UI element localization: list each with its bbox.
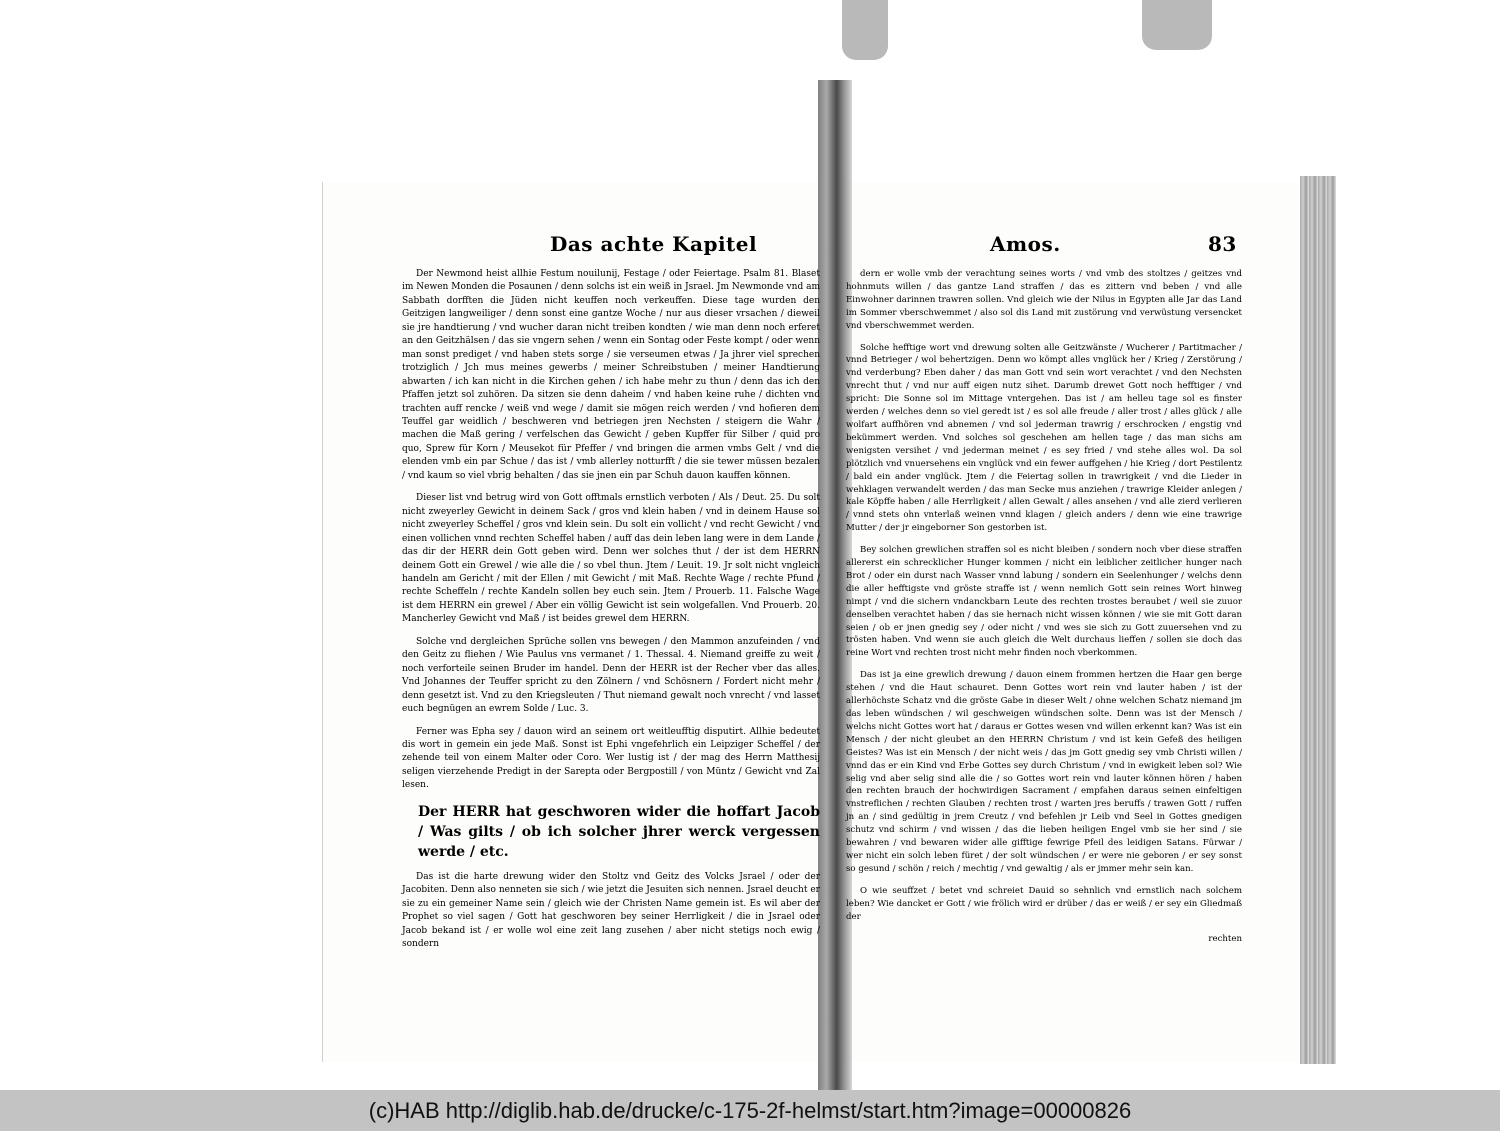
paragraph: Dieser list vnd betrug wird von Gott offtmals ernstlich verboten / Als / Deut. 25. Du solt nicht zweyerley Gewicht in deinem Sack / gros vnd klein haben / vnd in deinem Hause sol nicht zweyerley Scheffel / gros vnd klein sein. Du solt ein vollicht / vnd recht Gewicht / vnd einen vollichen vnnd rechten Scheffel haben / auff das dein leben lang were in dem Lande / das dir der HERR dein Gott geben wird. Denn wer solches thut / der ist dem HERRN deinem Gott ein Grewel / wie alle die / so vbel thun. Jtem / Leuit. 19. Jr solt nicht vngleich handeln am Gericht / mit der Ellen / mit Gewicht / mit Maß. Rechte Wage / rechte Pfund / rechte Scheffeln / rechte Kandeln sollen bey euch sein. Jtem / Prouerb. 11. Falsche Wage ist dem HERRN ein grewel / Aber ein völlig Gewicht ist sein wolgefallen. Vnd Prouerb. 20. Mancherley Gewicht vnd Maß / ist beides grewel dem HERRN.	[402, 493, 820, 625]
paragraph: Das ist die harte drewung wider den Stoltz vnd Geitz des Volcks Jsrael / oder der Jacobiten. Denn also nenneten sie sich / wie jetzt die Jesuiten sich nennen. Jsrael deucht er sie zu ein gemeiner Name sein / gleich wie der Christen Name gemein ist. Es wil aber der Prophet so viel sagen / Gott hat geschworen bey seiner Herrligkeit / die in Jsrael oder Jacob bekand ist / er wolle wol eine zeit lang zusehen / aber nicht stetigs noch ewig / sondern	[402, 871, 820, 950]
right-running-head: Amos.	[990, 232, 1061, 256]
verse-heading: Der HERR hat geschworen wider die hoffart Jacob / Was gilts / ob ich solcher jhrer werck vergessen werde / etc.	[418, 803, 820, 860]
paragraph: Bey solchen grewlichen straffen sol es nicht bleiben / sondern noch vber diese straffen allererst ein schrecklicher Hunger kommen / nicht ein leiblicher zeitlicher hunger nach Brot / oder ein durst nach Wasser vnnd labung / sondern ein Seelenhunger / welchs denn die aller hefftigste vnd gröste straffe ist / wenn nemlich Gott sein reines Wort hinweg nimpt / vnd die sichern vndanckbarn Leute des rechten trostes beraubet / weil sie zuuor denselben verachtet haben / das sie hernach nicht wissen können / wie sie mit Gott daran seien / ob er jnen gnedig sey / oder nicht / vnd wes sie sich zu Gott zuuersehen vnd zu trösten haben. Vnd wenn sie auch gleich die Welt durchaus lieffen / sollen sie doch das reine Wort vnd rechten trost nicht mehr finden noch vberkommen.	[846, 545, 1242, 659]
paragraph: Der Newmond heist allhie Festum nouilunij, Festage / oder Feiertage. Psalm 81. Blaset im Newen Monden die Posaunen / denn solchs ist ein weiß in Jsrael. Jm Newmonde vnd am Sabbath dorfften die Jüden nicht keuffen noch verkeuffen. Diese tage wurden den Geitzigen langweiliger / denn sonst eine gantze Woche / nur aus dieser vrsachen / dieweil sie jre handtierung / vnd wucher daran nicht treiben kondten / wie man denn noch erferet an den Geitzhälsen / das sie vngern sehen / wenn ein Sontag oder Feste kompt / oder wenn man sonst prediget / vnd haben stets sorge / sie verseumen etwas / Ja jhrer viel sprechen trotziglich / Jch mus meines gewerbs / meiner Schreibstuben / meiner Handtierung abwarten / ich kan nicht in die Kirchen gehen / ich habe mehr zu thun / denn das ich den Pfaffen jetzt sol zuhören. Da sitzen sie denn daheim / vnd haben keine ruhe / dichten vnd trachten auff rencke / weiß vnd wege / damit sie mögen reich werden / vnd hofieren dem Teuffel gar weidlich / beschweren vnd betriegen jren Nechsten / steigern die Wahr / machen die Maß gering / verfelschen das Gewicht / geben Kupffer für Silber / quid pro quo, Sprew für Korn / Meusekot für Pfeffer / vnd bringen die armen vmbs Gelt / vnd die elenden vmb ein par Schue / das ist / vmb allerley notturfft / die sie tewer müssen bezalen / vnd kaum so viel vbrig behalten / das sie jnen ein par Schuh dauon kauffen können.	[402, 269, 820, 481]
paragraph: dern er wolle vmb der verachtung seines worts / vnd vmb des stoltzes / geitzes vnd hohnmuts willen / das gantze Land straffen / das es zittern vnd beben / vnd alle Einwohner darinnen trawren sollen. Vnd gleich wie der Nilus in Egypten alle Jar das Land im Sommer vberschwemmet / also sol dis Land mit zustörung vnd verwüstung versencket vnd vberschwemmet werden.	[846, 269, 1242, 331]
copyright-footer: (c)HAB http://diglib.hab.de/drucke/c-175-2f-helmst/start.htm?image=00000826	[0, 1090, 1500, 1131]
page-number: 83	[1208, 232, 1237, 256]
book-clamp	[842, 0, 888, 60]
paragraph: Das ist ja eine grewlich drewung / dauon einem frommen hertzen die Haar gen berge stehen / vnd die Haut schauret. Denn Gottes wort rein vnd lauter haben / ist der allerhöchste Schatz vnd die gröste Gabe in dieser Welt / ohne welchen Schatz niemand jm das leben wündschen / wil geschweigen wündschen solte. Denn was ist der Mensch / welchs nicht Gottes wort hat / daraus er Gottes wesen vnd willen erkennt kan? Was ist ein Mensch / der nicht gleubet an den HERRN Christum / vnd ist kein Gefeß des heiligen Geistes? Was ist ein Mensch / der nicht weis / das jm Gott gnedig sey vmb Christi willen / vnnd das er ein Kind vnd Erbe Gottes sey durch Christum / vnd in ewigkeit leben sol? Wie selig vnd aber selig sind alle die / so Gottes wort rein vnd lauter können hören / haben den rechten brauch der hochwirdigen Sacrament / empfahen daraus seinen einfeltigen vnstreflichen / rechten Glauben / rechten trost / warten jres beruffs / trawen Gott / ruffen jn an / sind gedültig in jrem Creutz / vnd befehlen jr Leib vnd Seel in Gottes gnedigen schutz vnd schirm / vnd wissen / das die lieben heiligen Engel vmb sie her sind / sie bewahren / vnd bewaren wider alle gifftige fewrige Pfeil des leidigen Satans. Fürwar / wer nicht ein solch leben füret / der solt wündschen / er were nie geboren / er sey sonst so gesund / schön / reich / mechtig / vnd gewaltig / als er jmmer mehr sein kan.	[846, 670, 1242, 874]
paragraph: Solche vnd dergleichen Sprüche sollen vns bewegen / den Mammon anzufeinden / vnd den Geitz zu fliehen / Wie Paulus vns vermanet / 1. Thessal. 4. Niemand greiffe zu weit / noch verforteile seinen Bruder im handel. Denn der HERR ist der Recher vber das alles. Vnd Johannes der Teuffer spricht zu den Zölnern / vnd Schösnern / Fordert nicht mehr / denn gesetzt ist. Vnd zu den Kriegsleuten / Thut niemand gewalt noch vnrecht / vnd lasset euch begnügen an ewrem Solde / Luc. 3.	[402, 636, 820, 715]
left-running-head: Das achte Kapitel	[550, 232, 758, 256]
left-text-column	[402, 268, 820, 960]
book-clamp	[1142, 0, 1212, 50]
paragraph: O wie seuffzet / betet vnd schreiet Dauid so sehnlich vnd ernstlich nach solchem leben? Wie dancket er Gott / wie frölich wird er drüber / das er weiß / er sey ein Gliedmaß der	[846, 885, 1242, 922]
catchword: rechten	[1208, 933, 1242, 944]
paragraph: Ferner was Epha sey / dauon wird an seinem ort weitleufftig disputirt. Allhie bedeutet dis wort in gemein ein jede Maß. Sonst ist Ephi vngefehrlich ein Leipziger Scheffel / der zehende teil von einem Malter oder Coro. Wer lustig ist / der mag des Herrn Matthesij seligen vierzehende Predigt in der Sarepta oder Bergpostill / von Müntz / Gewicht vnd Zal lesen.	[402, 726, 820, 791]
page-edges	[1300, 176, 1336, 1064]
paragraph: Solche hefftige wort vnd drewung solten alle Geitzwänste / Wucherer / Partitmacher / vnnd Betrieger / wol behertzigen. Denn wo kömpt alles vnglück her / Krieg / Zerstörung / vnd verderbung? Eben daher / das man Gott vnd sein wort verachtet / vnd den Nechsten vnrecht thut / vnd nur auff eigen nutz sihet. Darumb drewet Gott noch hefftiger / vnd spricht: Die Sonne sol im Mittage vntergehen. Das ist / am helleu tage sol es finster werden / welches denn so viel geredt ist / es sol alle freude / aller trost / alles glück / alle wolfart auffhören vnd abnemen / vnd sol jederman trawrig / erschrocken / engstig vnd bekümmert werden. Vnd solches sol geschehen am hellen tage / das man sichs am wenigsten versihet / vnd jederman meinet / es sey fried / vnd stehe alles wol. Da sol plötzlich vnd vnuersehens ein vnglück vnd ein fewer auffgehen / hie Krieg / dort Pestilentz / bald ein ander vnglück. Jtem / die Feiertag sollen in trawrigkeit / vnd die Lieder in wehklagen verwandelt werden / das man Secke mus anziehen / trawrige Kleider anlegen / kale Köpffe haben / alle Herrligkeit / allen Gewalt / alles ansehen / vnd alle zierd verlieren / vnnd stets ohn vnterlaß weinen vnnd klagen / gleich anders / denn wie eine trawrige Mutter / der jr eingeborner Son gestorben ist.	[846, 342, 1242, 534]
right-text-column	[846, 268, 1242, 954]
